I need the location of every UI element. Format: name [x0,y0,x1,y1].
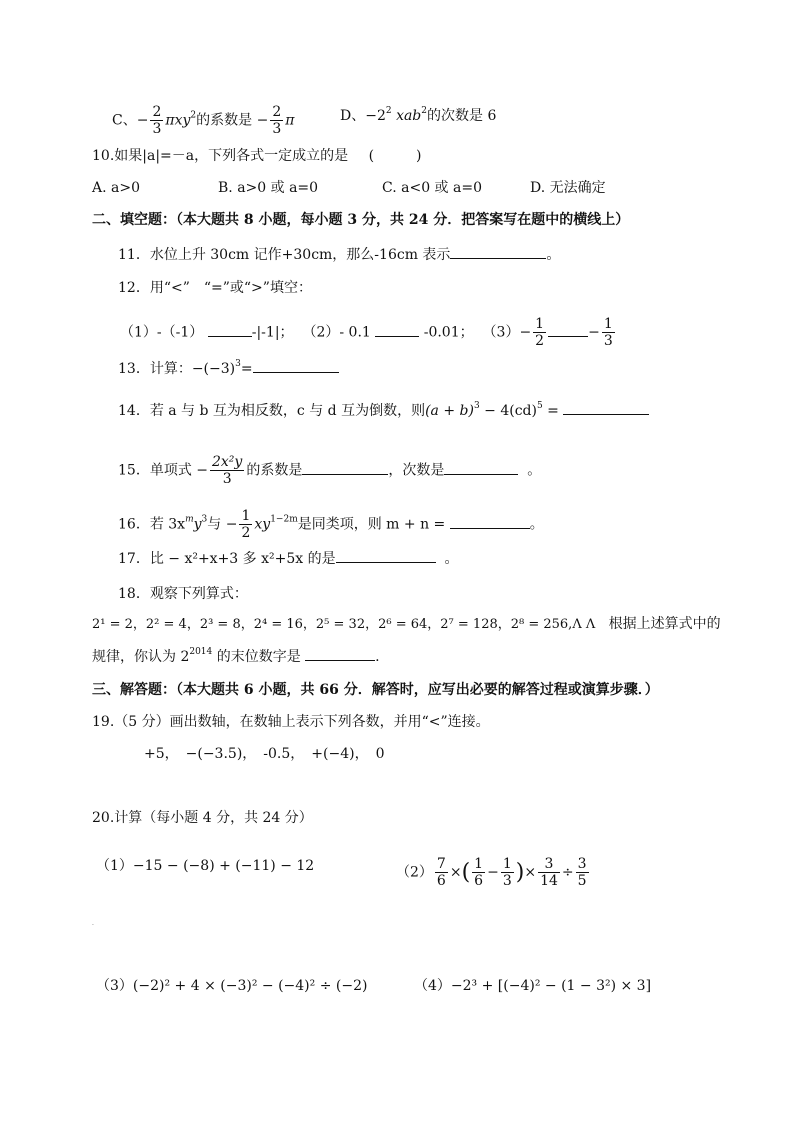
q15-frac-num: 2x²y [212,454,243,470]
q12-p1: （1）-（-1） [120,324,204,341]
q9-c-expr: πxy [165,112,191,129]
q11-end: 。 [546,247,561,263]
q12-frac2-den: 3 [603,333,613,349]
q12-blank1[interactable] [208,322,252,337]
q9-c-exp: 2 [190,110,197,121]
q18-line2exp: 2014 [189,647,213,657]
q18-series-line [92,614,721,635]
q11 [118,244,560,265]
q13-exp: 3 [235,359,241,369]
q14-exp2: 5 [536,401,543,411]
q9-d-expr: xab [396,108,422,124]
q10-option-a: A. a>0 [92,180,140,196]
q20-p3-label: （3） [96,978,133,994]
q20-p2-lparen: ( [461,859,471,885]
q11-blank[interactable] [450,244,546,259]
q20-part4 [414,976,651,996]
q13-eq: = [240,361,253,377]
q14 [118,400,649,421]
q9-d-text: 的次数是 6 [427,108,497,124]
q15-end: 。 [527,462,542,479]
q15-frac [210,454,244,487]
q18-tail: 根据上述算式中的 [608,616,721,632]
q20-p2-f3n: 1 [502,856,512,872]
q10-option-b: B. a>0 或 a=0 [218,180,319,196]
q14-text: 14．若 a 与 b 互为相反数，c 与 d 互为倒数，则 [118,403,426,419]
q18-line2a: 规律，你认为 2 [92,649,190,665]
q12-parts [120,316,617,349]
q13 [118,358,339,379]
q15-text: 15．单项式 − [118,462,208,479]
section2-title: 二、填空题：（本大题共 8 小题，每小题 3 分，共 24 分．把答案写在题中的横线上） [92,212,630,228]
q18-blank[interactable] [305,646,375,661]
q20-p2-frac1 [435,856,448,889]
q20-p2-div: ÷ [561,864,574,881]
q17 [118,548,459,569]
q16-text: 16．若 3x [118,516,186,533]
q14-blank[interactable] [563,400,649,415]
q18-line2end: . [375,649,380,665]
q12-text: 12．用“<” “=”或“>”填空： [118,280,312,296]
q20-p2-frac4 [538,856,560,889]
q20-p2-minus: − [487,864,499,881]
q12-p2b: -0.01； [423,324,474,341]
q18-line2 [92,646,380,667]
q11-text: 11．水位上升 30cm 记作+30cm，那么-16cm 表示 [118,247,451,263]
q10-option-d: D. 无法确定 [530,180,606,196]
q16-blank[interactable] [450,514,530,529]
q16-frac-den: 2 [241,525,251,541]
q20-p3-expr: (−2)² + 4 × (−3)² − (−4)² ÷ (−2) [132,978,368,994]
q15-blank1[interactable] [302,460,388,475]
q20-p2-f1n: 7 [436,856,446,872]
q20-part3 [96,976,367,996]
q16-mid: 是同类项，则 m + n = [297,516,446,533]
q9-option-d [340,106,496,126]
q9-d-exp1: 2 [385,106,392,116]
q16-end: 。 [529,516,544,533]
q20-text: 20.计算（每小题 4 分，共 24 分） [92,810,313,826]
q15-blank2[interactable] [444,460,518,475]
q10-stem [92,146,422,166]
section3-title: 三、解答题：（本大题共 6 小题，共 66 分．解答时，应写出必要的解答过程或演算步骤．） [92,682,659,698]
q20-p2-frac5 [576,856,589,889]
q14-expr1: (a + b) [425,403,474,419]
q14-eq: = [542,403,559,419]
q12-frac2-num: 1 [603,316,613,332]
q20-p1-expr: −15 − (−8) + (−11) − 12 [132,858,315,874]
q20-p4-label: （4） [414,978,451,994]
q20-p2-times2: × [524,864,537,881]
q16-exp-n: 1−2m [270,514,298,525]
q20-p2-f2d: 6 [474,873,484,889]
q15-frac-den: 3 [222,471,232,487]
q17-end: 。 [444,551,459,567]
q9-option-c [112,104,294,137]
q13-text: 13．计算：−(−3) [118,361,236,377]
q15-mid2: ，次数是 [388,462,445,479]
q20-p1-label: （1） [96,858,133,874]
q12-frac1 [533,316,546,349]
q19-text: 19.（5 分）画出数轴，在数轴上表示下列各数，并用“<”连接。 [92,714,490,730]
q10-answer-paren: ( ) [368,148,422,164]
q16-exp-m: m [185,514,194,525]
q10-option-c: C. a<0 或 a=0 [382,180,482,196]
q20-p2-frac2 [472,856,485,889]
stray-mark: . [92,920,94,927]
q16-frac [239,508,252,541]
q18-text: 18．观察下列算式： [118,586,248,602]
q15-mid: 的系数是 [246,462,303,479]
q20-p2-f5n: 3 [577,856,587,872]
q17-blank[interactable] [336,548,436,563]
q16-exp3: 3 [201,514,208,525]
q12-frac1-num: 1 [535,316,545,332]
q9-c-prefix: C、− [112,112,149,129]
q12-p3: （3）− [482,324,532,341]
q9-c-fraction2 [270,104,283,137]
q20-part1 [96,856,314,876]
q14-exp1: 3 [473,401,480,411]
q16-y: y [193,516,202,533]
q20-p2-times: × [449,864,462,881]
q13-blank[interactable] [253,358,339,373]
q20-p2-f5d: 5 [577,873,587,889]
q17-text: 17．比 − x²+x+3 多 x²+5x 的是 [118,551,336,567]
q12-blank2[interactable] [375,322,419,337]
q9-c-text: 的系数是 − [196,112,269,129]
q9-c-num: 2 [152,104,162,120]
q12-p3b: − [588,324,600,341]
q16 [118,508,544,541]
q16-xy: xy [254,516,271,533]
q20-p2-f3d: 3 [502,873,512,889]
q20-p2-f4n: 3 [538,856,560,873]
q12-blank3[interactable] [548,322,588,337]
q16-frac-num: 1 [241,508,251,524]
q9-d-prefix: D、−2 [340,108,386,124]
q15 [118,454,541,487]
q12-p2: （2）- 0.1 [302,324,371,341]
q9-c-den: 3 [152,121,162,137]
q18-line2b: 的末位数字是 [212,649,301,665]
q20-part2 [396,856,591,889]
q12-frac2 [602,316,615,349]
q18-series: 2¹ = 2，2² = 4，2³ = 8，2⁴ = 16，2⁵ = 32，2⁶ = 64，2⁷ = 128，2⁸ = 256,Λ Λ [92,617,596,632]
q20-p2-rparen: ) [515,859,525,885]
q16-with: 与 − [207,516,238,533]
q9-c-pi: π [285,112,295,129]
q9-c-num2: 2 [272,104,282,120]
q12-p1b: -|-1|； [251,324,294,341]
q20-p4-expr: −2³ + [(−4)² − (1 − 3²) × 3] [450,978,652,994]
q9-c-fraction [150,104,163,137]
q20-p2-label: （2） [396,864,433,881]
q9-c-den2: 3 [272,121,282,137]
q20-p2-frac3 [501,856,514,889]
q9-d-exp2: 2 [421,106,428,116]
q12-frac1-den: 2 [535,333,545,349]
q20-p2-f1d: 6 [436,873,446,889]
q20-p2-f4d: 14 [540,873,558,889]
q14-expr2: − 4(cd) [479,403,537,419]
q10-stem-text: 10.如果|a|=－a，下列各式一定成立的是 [92,148,349,164]
q20-p2-f2n: 1 [474,856,484,872]
q19-numbers: +5， −(−3.5)， -0.5， +(−4)， 0 [144,746,385,762]
